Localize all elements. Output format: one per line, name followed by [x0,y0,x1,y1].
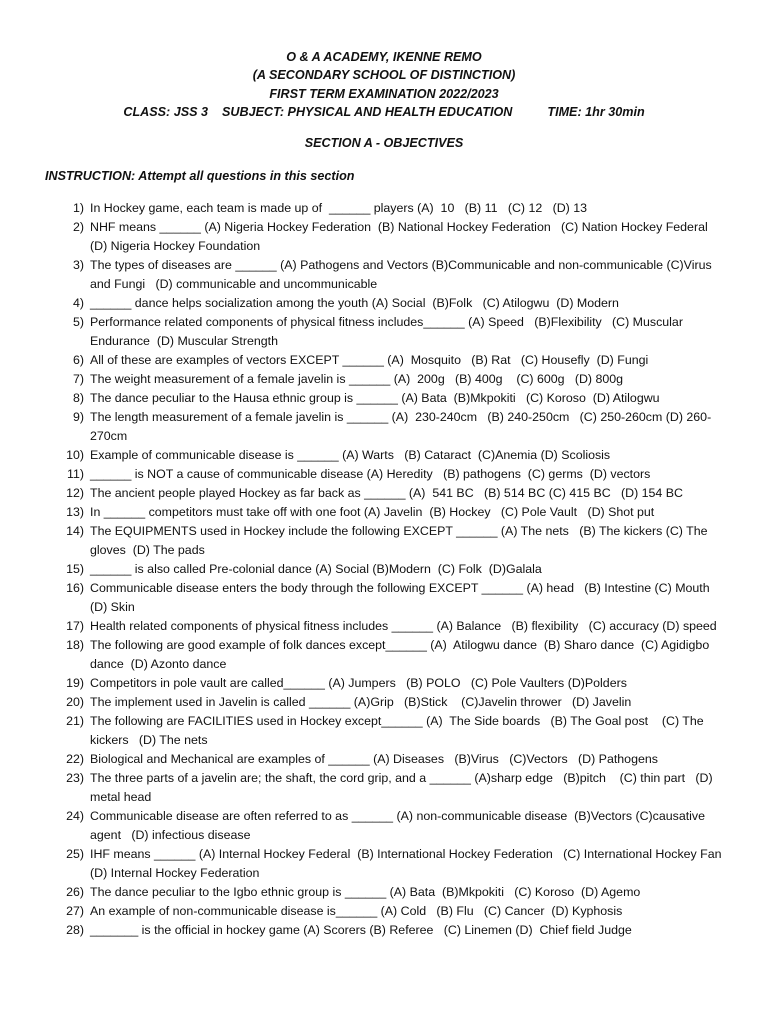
question-text: The following are FACILITIES used in Hockey except______ (A) The Side boards (B) The Goal post (C) The kickers (D) The nets [90,714,708,747]
question-item [0,883,768,902]
question-number: 4) [72,296,84,310]
question-number: 3) [72,258,84,272]
question-item [0,218,768,256]
question-number: 7) [72,372,84,386]
question-number: 5) [72,315,84,329]
question-item [0,351,768,370]
question-item [0,408,768,446]
question-item [0,484,768,503]
question-item [0,522,768,560]
question-number: 15) [66,562,84,576]
question-text: Performance related components of physical fitness includes______ (A) Speed (B)Flexibility (C) Muscular Endurance (D) Muscular Strength [90,315,687,348]
question-text: Communicable disease enters the body through the following EXCEPT ______ (A) head (B) Intestine (C) Mouth (D) Skin [90,581,717,614]
question-number: 11) [67,467,84,481]
question-number: 12) [66,486,84,500]
question-item [0,370,768,389]
question-item [0,769,768,807]
school-motto: (A SECONDARY SCHOOL OF DISTINCTION) [252,68,516,83]
question-text: Competitors in pole vault are called______ (A) Jumpers (B) POLO (C) Pole Vaulters (D)Polders [90,676,627,690]
question-text: An example of non-communicable disease is______ (A) Cold (B) Flu (C) Cancer (D) Kyphosis [90,904,623,918]
question-number: 1) [72,201,84,215]
question-number: 18) [66,638,84,652]
question-item [0,389,768,408]
question-text: ______ is also called Pre-colonial dance (A) Social (B)Modern (C) Folk (D)Galala [90,562,542,576]
question-item [0,294,768,313]
question-item [0,674,768,693]
question-number: 24) [66,809,84,823]
question-text: The types of diseases are ______ (A) Pathogens and Vectors (B)Communicable and non-communicable (C)Virus and Fungi (D) communicable and uncommunicable [90,258,716,291]
question-item [0,313,768,351]
question-number: 19) [66,676,84,690]
question-text: The EQUIPMENTS used in Hockey include the following EXCEPT ______ (A) The nets (B) The kickers (C) The gloves (D) The pads [90,524,711,557]
question-item [0,560,768,579]
question-text: The weight measurement of a female javelin is ______ (A) 200g (B) 400g (C) 600g (D) 800g [90,372,624,386]
question-item [0,921,768,940]
exam-title: FIRST TERM EXAMINATION 2022/2023 [269,86,499,101]
question-item [0,579,768,617]
question-text: The length measurement of a female javelin is ______ (A) 230-240cm (B) 240-250cm (C) 250-260cm (D) 260-270cm [90,410,712,443]
question-number: 10) [66,448,84,462]
question-item [0,446,768,465]
question-text: The implement used in Javelin is called ______ (A)Grip (B)Stick (C)Javelin thrower (D) Javelin [90,695,632,709]
question-number: 13) [66,505,84,519]
question-number: 14) [66,524,84,538]
question-text: All of these are examples of vectors EXCEPT ______ (A) Mosquito (B) Rat (C) Housefly (D) Fungi [90,353,649,367]
question-text: The dance peculiar to the Hausa ethnic group is ______ (A) Bata (B)Mkpokiti (C) Koroso (D) Atilogwu [90,391,660,405]
question-item [0,902,768,921]
question-item [0,636,768,674]
question-item [0,750,768,769]
question-number: 17) [66,619,84,633]
question-number: 2) [72,220,84,234]
question-item [0,845,768,883]
class-subject-time: CLASS: JSS 3 SUBJECT: PHYSICAL AND HEALTH EDUCATION TIME: 1hr 30min [123,104,645,119]
question-text: Biological and Mechanical are examples of ______ (A) Diseases (B)Virus (C)Vectors (D) Pathogens [90,752,658,766]
question-number: 26) [66,885,84,899]
question-number: 28) [66,923,84,937]
question-list [0,199,768,940]
exam-header [0,48,768,121]
question-text: The ancient people played Hockey as far back as ______ (A) 541 BC (B) 514 BC (C) 415 BC (D) 154 BC [90,486,683,500]
instruction: INSTRUCTION: Attempt all questions in this section [45,169,355,183]
question-text: IHF means ______ (A) Internal Hockey Federal (B) International Hockey Federation (C) International Hockey Fan (D) Internal Hockey Federation [90,847,732,880]
question-item [0,807,768,845]
question-text: The following are good example of folk dances except______ (A) Atilogwu dance (B) Sharo dance (C) Agidigbo dance (D) Azonto dance [90,638,713,671]
school-name: O & A ACADEMY, IKENNE REMO [286,50,482,64]
question-number: 9) [72,410,84,424]
question-item [0,199,768,218]
question-text: NHF means ______ (A) Nigeria Hockey Federation (B) National Hockey Federation (C) Nation Hockey Federal (D) Nigeria Hockey Foundation [90,220,719,253]
question-text: The dance peculiar to the Igbo ethnic group is ______ (A) Bata (B)Mkpokiti (C) Koroso (D) Agemo [90,885,641,899]
question-number: 21) [66,714,84,728]
question-number: 27) [66,904,84,918]
question-number: 6) [72,353,84,367]
question-text: _______ is the official in hockey game (A) Scorers (B) Referee (C) Linemen (D) Chief field Judge [90,923,632,937]
question-number: 22) [66,752,84,766]
question-item [0,693,768,712]
question-number: 25) [66,847,84,861]
section-title: SECTION A - OBJECTIVES [304,136,464,150]
question-text: Communicable disease are often referred to as ______ (A) non-communicable disease (B)Vectors (C)causative agent (D) infectious disease [90,809,709,842]
question-number: 20) [66,695,84,709]
question-number: 8) [72,391,84,405]
question-text: Example of communicable disease is ______ (A) Warts (B) Cataract (C)Anemia (D) Scoliosis [90,448,611,462]
question-text: The three parts of a javelin are; the shaft, the cord grip, and a ______ (A)sharp edge (B)pitch (C) thin part (D) metal head [90,771,717,804]
question-item [0,503,768,522]
question-item [0,256,768,294]
question-item [0,712,768,750]
question-item [0,617,768,636]
question-text: ______ is NOT a cause of communicable disease (A) Heredity (B) pathogens (C) germs (D) vectors [90,467,651,481]
question-text: ______ dance helps socialization among the youth (A) Social (B)Folk (C) Atilogwu (D) Modern [90,296,619,310]
question-text: In ______ competitors must take off with one foot (A) Javelin (B) Hockey (C) Pole Vault (D) Shot put [90,505,655,519]
question-text: Health related components of physical fitness includes ______ (A) Balance (B) flexibility (C) accuracy (D) speed [90,619,717,633]
question-item [0,465,768,484]
question-number: 16) [66,581,84,595]
question-number: 23) [66,771,84,785]
question-text: In Hockey game, each team is made up of ______ players (A) 10 (B) 11 (C) 12 (D) 13 [90,201,587,215]
